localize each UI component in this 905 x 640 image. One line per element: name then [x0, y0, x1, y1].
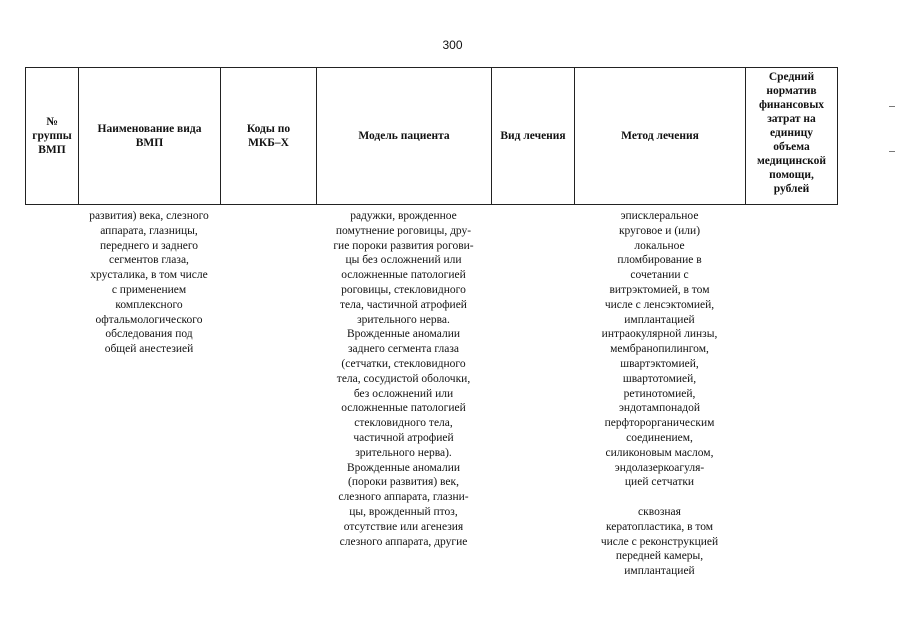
header-group-number: № группы ВМП [26, 68, 79, 205]
scan-mark [889, 106, 895, 107]
patient-model-text: радужки, врожденное помутнение роговицы, дру- гие пороки развития рогови- цы без осложнений или осложненные патологией роговицы, стекловидного тела, частичной атрофией зрительного нерва. Врожденные аномалии заднего сегмента глаза (сетчатки, стекловидного тела, сосудистой оболочки, без осложнений или осложненные патологией стекловидного тела, частичной атрофией зрительного нерва). Врожденные аномалии (пороки развития) век, слезного аппарата, глазни- цы, врожденный птоз, отсутствие или агенезия слезного аппарата, другие [333, 210, 474, 548]
treatment-method-text: эписклеральное круговое и (или) локальное пломбирование в сочетании с витрэктомией, в том числе с ленсэктомией, имплантацией интраокулярной линзы, мембранопилингом, швартэктомией, швартотомией, ретинотомией, эндотампонадой перфторорганическим соединением, силиконовым маслом, эндолазеркоагуля- цией сетчатки сквозная кератопластика, в том числе с реконструкцией передней камеры, имплантацией [600, 210, 719, 578]
vmp-name-text: развития) века, слезного аппарата, глазницы, переднего и заднего сегментов глаза, хрусталика, в том числе с применением комплексного офтальмологического обследования под общей анестезией [89, 210, 209, 356]
header-cost-standard: Средний норматив финансовых затрат на единицу объема медицинской помощи, рублей [746, 68, 838, 205]
table-header [25, 67, 838, 205]
header-icd-codes: Коды по МКБ–Х [221, 68, 317, 205]
page-number: 300 [442, 38, 463, 52]
header-patient-model: Модель пациента [317, 68, 492, 205]
header-vmp-name: Наименование вида ВМП [79, 68, 221, 205]
header-treatment-method: Метод лечения [575, 68, 746, 205]
header-treatment-type: Вид лечения [492, 68, 575, 205]
scan-mark [889, 151, 895, 152]
